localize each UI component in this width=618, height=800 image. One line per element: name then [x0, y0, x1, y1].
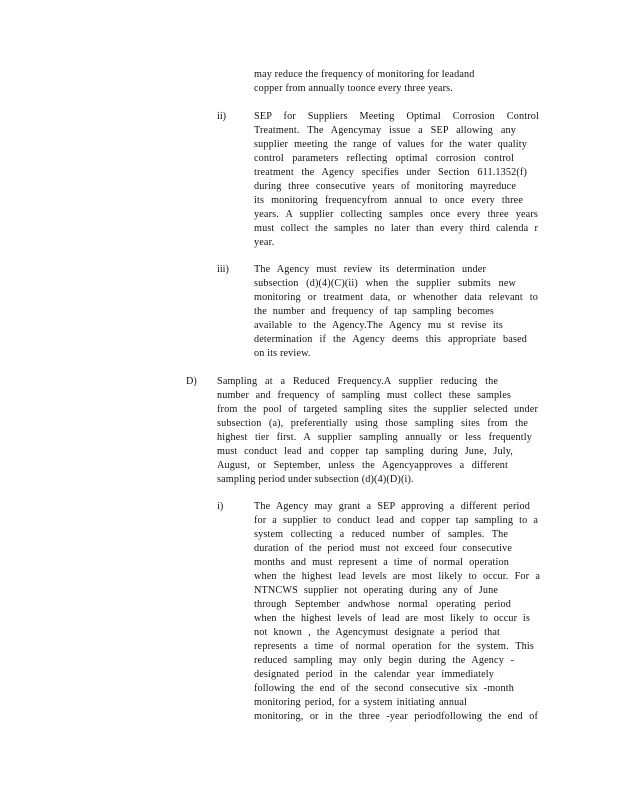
- item-ii-line: year.: [254, 237, 275, 248]
- item-iii-line: determination if the Agency deems this appropriate based: [254, 334, 527, 345]
- item-Di-line: monitoring period, for a system initiating annual: [254, 697, 467, 708]
- item-ii-line: supplier meeting the range of values for the water quality: [254, 139, 527, 150]
- item-ii-line: years. A supplier collecting samples once every three years: [254, 209, 538, 220]
- item-ii-line: during three consecutive years of monitoring mayreduce: [254, 181, 516, 192]
- item-Di-line: following the end of the second consecutive six -month: [254, 683, 514, 694]
- item-iii-line: on its review.: [254, 348, 311, 359]
- item-iii-line: The Agency must review its determination under: [254, 264, 486, 275]
- item-Di-line: not known , the Agencymust designate a period that: [254, 627, 500, 638]
- item-Di-line: reduced sampling may only begin during the Agency -: [254, 655, 514, 666]
- item-D-line: subsection (a), preferentially using those sampling sites from the: [217, 418, 528, 429]
- item-Di-line: represents a time of normal operation for the system. This: [254, 641, 534, 652]
- item-Di-line: months and must represent a time of normal operation: [254, 557, 509, 568]
- item-Di-line: when the highest levels of lead are most likely to occur is: [254, 613, 530, 624]
- item-ii-line: its monitoring frequencyfrom annual to once every three: [254, 195, 523, 206]
- item-ii-line: must collect the samples no later than every third calenda r: [254, 223, 538, 234]
- item-D-line: highest tier first. A supplier sampling annually or less frequently: [217, 432, 532, 443]
- item-Di-marker: i): [217, 501, 224, 512]
- item-Di-line: when the highest lead levels are most likely to occur. For a: [254, 571, 540, 582]
- item-iii-line: subsection (d)(4)(C)(ii) when the supplier submits new: [254, 278, 516, 289]
- item-D-line: number and frequency of sampling must collect these samples: [217, 390, 511, 401]
- item-ii-marker: ii): [217, 111, 227, 122]
- item-D-marker: D): [186, 376, 197, 387]
- intro-line: may reduce the frequency of monitoring for leadand: [254, 69, 475, 80]
- item-Di-line: monitoring, or in the three -year periodfollowing the end of: [254, 711, 538, 722]
- item-ii-line: SEP for Suppliers Meeting Optimal Corrosion Control: [254, 111, 539, 122]
- item-Di-line: NTNCWS supplier not operating during any of June: [254, 585, 498, 596]
- item-Di-line: The Agency may grant a SEP approving a different period: [254, 501, 530, 512]
- item-Di-line: system collecting a reduced number of samples. The: [254, 529, 508, 540]
- intro-line: copper from annually toonce every three years.: [254, 83, 453, 94]
- item-ii-line: control parameters reflecting optimal corrosion control: [254, 153, 514, 164]
- item-D-line: Sampling at a Reduced Frequency.A supplier reducing the: [217, 376, 498, 387]
- item-iii-line: the number and frequency of tap sampling becomes: [254, 306, 494, 317]
- item-iii-line: available to the Agency.The Agency mu st revise its: [254, 320, 503, 331]
- item-iii-line: monitoring or treatment data, or whenother data relevant to: [254, 292, 538, 303]
- item-Di-line: duration of the period must not exceed four consecutive: [254, 543, 512, 554]
- item-D-line: from the pool of targeted sampling sites the supplier selected under: [217, 404, 538, 415]
- item-Di-line: through September andwhose normal operating period: [254, 599, 511, 610]
- item-iii-marker: iii): [217, 264, 229, 275]
- item-ii-line: treatment the Agency specifies under Section 611.1352(f): [254, 167, 527, 178]
- item-ii-line: Treatment. The Agencymay issue a SEP allowing any: [254, 125, 516, 136]
- item-D-line: must conduct lead and copper tap sampling during June, July,: [217, 446, 513, 457]
- item-Di-line: for a supplier to conduct lead and copper tap sampling to a: [254, 515, 538, 526]
- item-D-line: sampling period under subsection (d)(4)(D)(i).: [217, 474, 414, 485]
- item-Di-line: designated period in the calendar year immediately: [254, 669, 494, 680]
- item-D-line: August, or September, unless the Agencyapproves a different: [217, 460, 508, 471]
